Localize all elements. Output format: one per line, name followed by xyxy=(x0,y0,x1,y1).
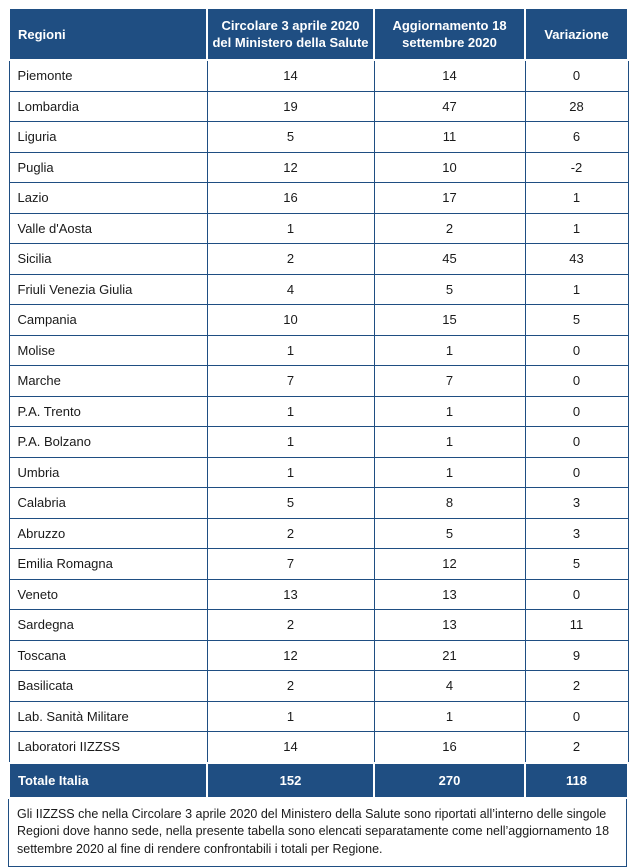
row-aggiornamento: 1 xyxy=(374,701,525,732)
row-circolare: 5 xyxy=(207,122,374,153)
table-row xyxy=(9,457,628,488)
table-row xyxy=(9,732,628,763)
row-region: Basilicata xyxy=(9,671,207,702)
row-region: Toscana xyxy=(9,640,207,671)
row-aggiornamento: 8 xyxy=(374,488,525,519)
row-variazione: 2 xyxy=(525,732,628,763)
table-row xyxy=(9,518,628,549)
row-aggiornamento: 13 xyxy=(374,579,525,610)
row-circolare: 2 xyxy=(207,244,374,275)
row-aggiornamento: 16 xyxy=(374,732,525,763)
row-aggiornamento: 14 xyxy=(374,60,525,91)
row-aggiornamento: 17 xyxy=(374,183,525,214)
row-aggiornamento: 1 xyxy=(374,457,525,488)
row-circolare: 5 xyxy=(207,488,374,519)
row-region: Friuli Venezia Giulia xyxy=(9,274,207,305)
total-label: Totale Italia xyxy=(9,763,207,798)
row-circolare: 7 xyxy=(207,366,374,397)
footnote: Gli IIZZSS che nella Circolare 3 aprile 2020 del Ministero della Salute sono riportati all’interno delle singole Regioni dove hanno sede, nella presente tabella sono elencati separatamente come nell’aggiornamento 18 settembre 2020 al fine di rendere confrontabili i totali per Regione. xyxy=(8,799,627,867)
row-variazione: 3 xyxy=(525,518,628,549)
row-variazione: 5 xyxy=(525,305,628,336)
table-row xyxy=(9,60,628,91)
row-region: Laboratori IIZZSS xyxy=(9,732,207,763)
row-region: Lazio xyxy=(9,183,207,214)
row-aggiornamento: 11 xyxy=(374,122,525,153)
row-variazione: 0 xyxy=(525,457,628,488)
table-header xyxy=(9,8,628,60)
total-row xyxy=(9,763,628,798)
row-circolare: 14 xyxy=(207,60,374,91)
row-aggiornamento: 13 xyxy=(374,610,525,641)
total-circolare: 152 xyxy=(207,763,374,798)
row-region: Lombardia xyxy=(9,91,207,122)
table-row xyxy=(9,671,628,702)
table-row xyxy=(9,488,628,519)
row-circolare: 2 xyxy=(207,518,374,549)
table-container xyxy=(8,7,627,867)
row-region: Marche xyxy=(9,366,207,397)
row-variazione: 0 xyxy=(525,396,628,427)
table-row xyxy=(9,244,628,275)
table-row xyxy=(9,366,628,397)
row-variazione: 9 xyxy=(525,640,628,671)
row-aggiornamento: 12 xyxy=(374,549,525,580)
table-row xyxy=(9,579,628,610)
table-row xyxy=(9,305,628,336)
row-aggiornamento: 10 xyxy=(374,152,525,183)
row-variazione: -2 xyxy=(525,152,628,183)
row-region: Umbria xyxy=(9,457,207,488)
row-variazione: 6 xyxy=(525,122,628,153)
row-circolare: 12 xyxy=(207,152,374,183)
row-region: Puglia xyxy=(9,152,207,183)
row-aggiornamento: 21 xyxy=(374,640,525,671)
table-row xyxy=(9,183,628,214)
row-circolare: 12 xyxy=(207,640,374,671)
total-variazione: 118 xyxy=(525,763,628,798)
row-circolare: 13 xyxy=(207,579,374,610)
table-row xyxy=(9,91,628,122)
row-region: Sardegna xyxy=(9,610,207,641)
table-row xyxy=(9,610,628,641)
table-row xyxy=(9,701,628,732)
row-aggiornamento: 1 xyxy=(374,396,525,427)
table-row xyxy=(9,274,628,305)
row-circolare: 16 xyxy=(207,183,374,214)
row-variazione: 0 xyxy=(525,427,628,458)
table-row xyxy=(9,152,628,183)
row-circolare: 7 xyxy=(207,549,374,580)
row-circolare: 1 xyxy=(207,396,374,427)
table-row xyxy=(9,335,628,366)
row-variazione: 0 xyxy=(525,701,628,732)
row-region: Molise xyxy=(9,335,207,366)
header-circolare: Circolare 3 aprile 2020 del Ministero della Salute xyxy=(207,8,374,60)
table-row xyxy=(9,213,628,244)
row-variazione: 5 xyxy=(525,549,628,580)
table-footer xyxy=(9,763,628,798)
row-aggiornamento: 4 xyxy=(374,671,525,702)
row-variazione: 3 xyxy=(525,488,628,519)
table-row xyxy=(9,396,628,427)
row-region: Piemonte xyxy=(9,60,207,91)
header-region: Regioni xyxy=(9,8,207,60)
row-region: Veneto xyxy=(9,579,207,610)
row-variazione: 1 xyxy=(525,213,628,244)
table-row xyxy=(9,549,628,580)
row-circolare: 19 xyxy=(207,91,374,122)
row-circolare: 1 xyxy=(207,427,374,458)
table-row xyxy=(9,122,628,153)
row-aggiornamento: 47 xyxy=(374,91,525,122)
row-variazione: 1 xyxy=(525,183,628,214)
table-row xyxy=(9,427,628,458)
row-region: Abruzzo xyxy=(9,518,207,549)
row-aggiornamento: 15 xyxy=(374,305,525,336)
row-aggiornamento: 5 xyxy=(374,274,525,305)
row-aggiornamento: 1 xyxy=(374,427,525,458)
regions-table xyxy=(8,7,629,799)
row-aggiornamento: 7 xyxy=(374,366,525,397)
row-circolare: 1 xyxy=(207,701,374,732)
row-region: Emilia Romagna xyxy=(9,549,207,580)
row-circolare: 4 xyxy=(207,274,374,305)
row-variazione: 1 xyxy=(525,274,628,305)
row-region: P.A. Bolzano xyxy=(9,427,207,458)
row-region: Valle d'Aosta xyxy=(9,213,207,244)
row-region: Campania xyxy=(9,305,207,336)
row-aggiornamento: 1 xyxy=(374,335,525,366)
row-variazione: 28 xyxy=(525,91,628,122)
table-row xyxy=(9,640,628,671)
row-circolare: 2 xyxy=(207,671,374,702)
row-aggiornamento: 2 xyxy=(374,213,525,244)
row-circolare: 14 xyxy=(207,732,374,763)
row-region: P.A. Trento xyxy=(9,396,207,427)
row-variazione: 0 xyxy=(525,335,628,366)
row-circolare: 1 xyxy=(207,213,374,244)
header-variazione: Variazione xyxy=(525,8,628,60)
row-variazione: 0 xyxy=(525,60,628,91)
total-aggiornamento: 270 xyxy=(374,763,525,798)
row-variazione: 0 xyxy=(525,579,628,610)
row-aggiornamento: 45 xyxy=(374,244,525,275)
row-region: Liguria xyxy=(9,122,207,153)
table-body xyxy=(9,60,628,763)
row-aggiornamento: 5 xyxy=(374,518,525,549)
row-region: Calabria xyxy=(9,488,207,519)
row-region: Sicilia xyxy=(9,244,207,275)
row-variazione: 2 xyxy=(525,671,628,702)
header-aggiornamento: Aggiornamento 18 settembre 2020 xyxy=(374,8,525,60)
row-variazione: 11 xyxy=(525,610,628,641)
row-circolare: 10 xyxy=(207,305,374,336)
row-circolare: 2 xyxy=(207,610,374,641)
row-circolare: 1 xyxy=(207,335,374,366)
row-region: Lab. Sanità Militare xyxy=(9,701,207,732)
row-variazione: 43 xyxy=(525,244,628,275)
row-variazione: 0 xyxy=(525,366,628,397)
row-circolare: 1 xyxy=(207,457,374,488)
